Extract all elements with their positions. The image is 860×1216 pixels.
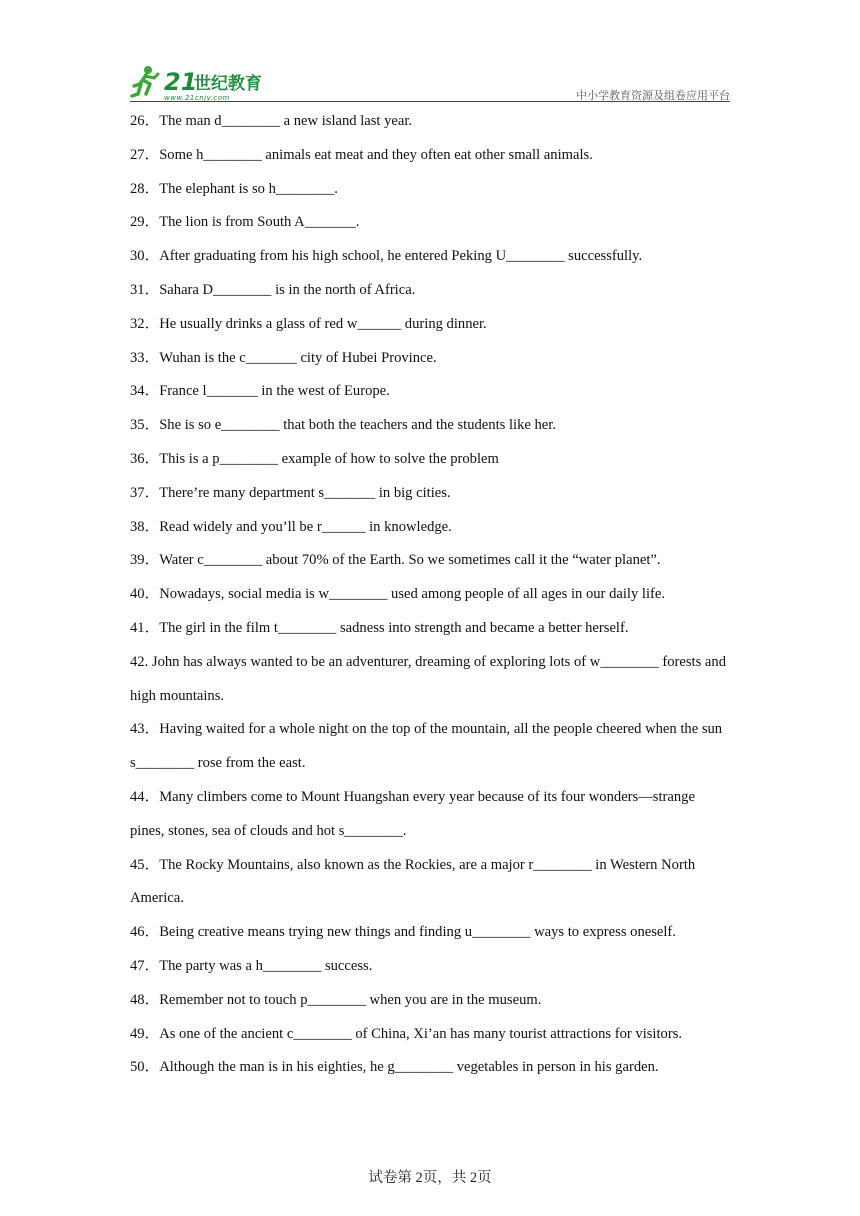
svg-text:21: 21 bbox=[164, 68, 198, 96]
page-header bbox=[130, 62, 730, 104]
question-35: 35．She is so e________ that both the teachers and the students like her. bbox=[130, 417, 556, 434]
question-49: 49．As one of the ancient c________ of China, Xi’an has many tourist attractions for visitors. bbox=[130, 1025, 683, 1042]
question-28: 28．The elephant is so h________. bbox=[130, 180, 338, 197]
question-33: 33．Wuhan is the c_______ city of Hubei Province. bbox=[130, 349, 437, 366]
question-47: 47．The party was a h________ success. bbox=[130, 957, 373, 974]
page-footer: 试卷第 2页，共 2页 bbox=[368, 1170, 492, 1186]
question-29: 29．The lion is from South A_______. bbox=[130, 214, 360, 231]
question-37: 37．There’re many department s_______ in big cities. bbox=[130, 484, 451, 501]
svg-text:世纪教育: 世纪教育 bbox=[194, 74, 262, 94]
question-27: 27．Some h________ animals eat meat and they often eat other small animals. bbox=[130, 146, 593, 163]
svg-text:www.21cnjy.com: www.21cnjy.com bbox=[164, 94, 230, 102]
logo bbox=[130, 62, 265, 102]
question-41: 41．The girl in the film t________ sadness into strength and became a better herself. bbox=[130, 619, 629, 636]
question-45: 45．The Rocky Mountains, also known as the Rockies, are a major r________ in Western North America. bbox=[130, 856, 696, 907]
runner-logo-icon bbox=[130, 62, 265, 102]
question-40: 40．Nowadays, social media is w________ used among people of all ages in our daily life. bbox=[130, 586, 665, 603]
header-divider bbox=[130, 101, 730, 102]
question-43: 43．Having waited for a whole night on the top of the mountain, all the people cheered when the sun s________ rose from the east. bbox=[130, 721, 723, 772]
question-32: 32．He usually drinks a glass of red w______ during dinner. bbox=[130, 315, 487, 332]
question-42: 42. John has always wanted to be an adventurer, dreaming of exploring lots of w________ forests and high mountains. bbox=[130, 653, 726, 704]
question-44: 44．Many climbers come to Mount Huangshan every year because of its four wonders—strange pines, stones, sea of clouds and hot s________. bbox=[130, 788, 695, 839]
question-30: 30．After graduating from his high school, he entered Peking U________ successfully. bbox=[130, 248, 643, 265]
question-36: 36．This is a p________ example of how to solve the problem bbox=[130, 450, 499, 467]
question-38: 38．Read widely and you’ll be r______ in knowledge. bbox=[130, 518, 452, 535]
question-39: 39．Water c________ about 70% of the Earth. So we sometimes call it the “water planet”. bbox=[130, 552, 661, 569]
question-50: 50．Although the man is in his eighties, he g________ vegetables in person in his garden. bbox=[130, 1059, 659, 1076]
question-46: 46．Being creative means trying new things and finding u________ ways to express oneself. bbox=[130, 924, 676, 941]
question-34: 34．France l_______ in the west of Europe. bbox=[130, 383, 390, 400]
question-48: 48．Remember not to touch p________ when you are in the museum. bbox=[130, 991, 542, 1008]
question-31: 31．Sahara D________ is in the north of Africa. bbox=[130, 281, 416, 298]
question-list bbox=[130, 105, 732, 1085]
header-tagline: 中小学教育资源及组卷应用平台 bbox=[576, 89, 730, 102]
question-26: 26．The man d________ a new island last year. bbox=[130, 113, 413, 129]
